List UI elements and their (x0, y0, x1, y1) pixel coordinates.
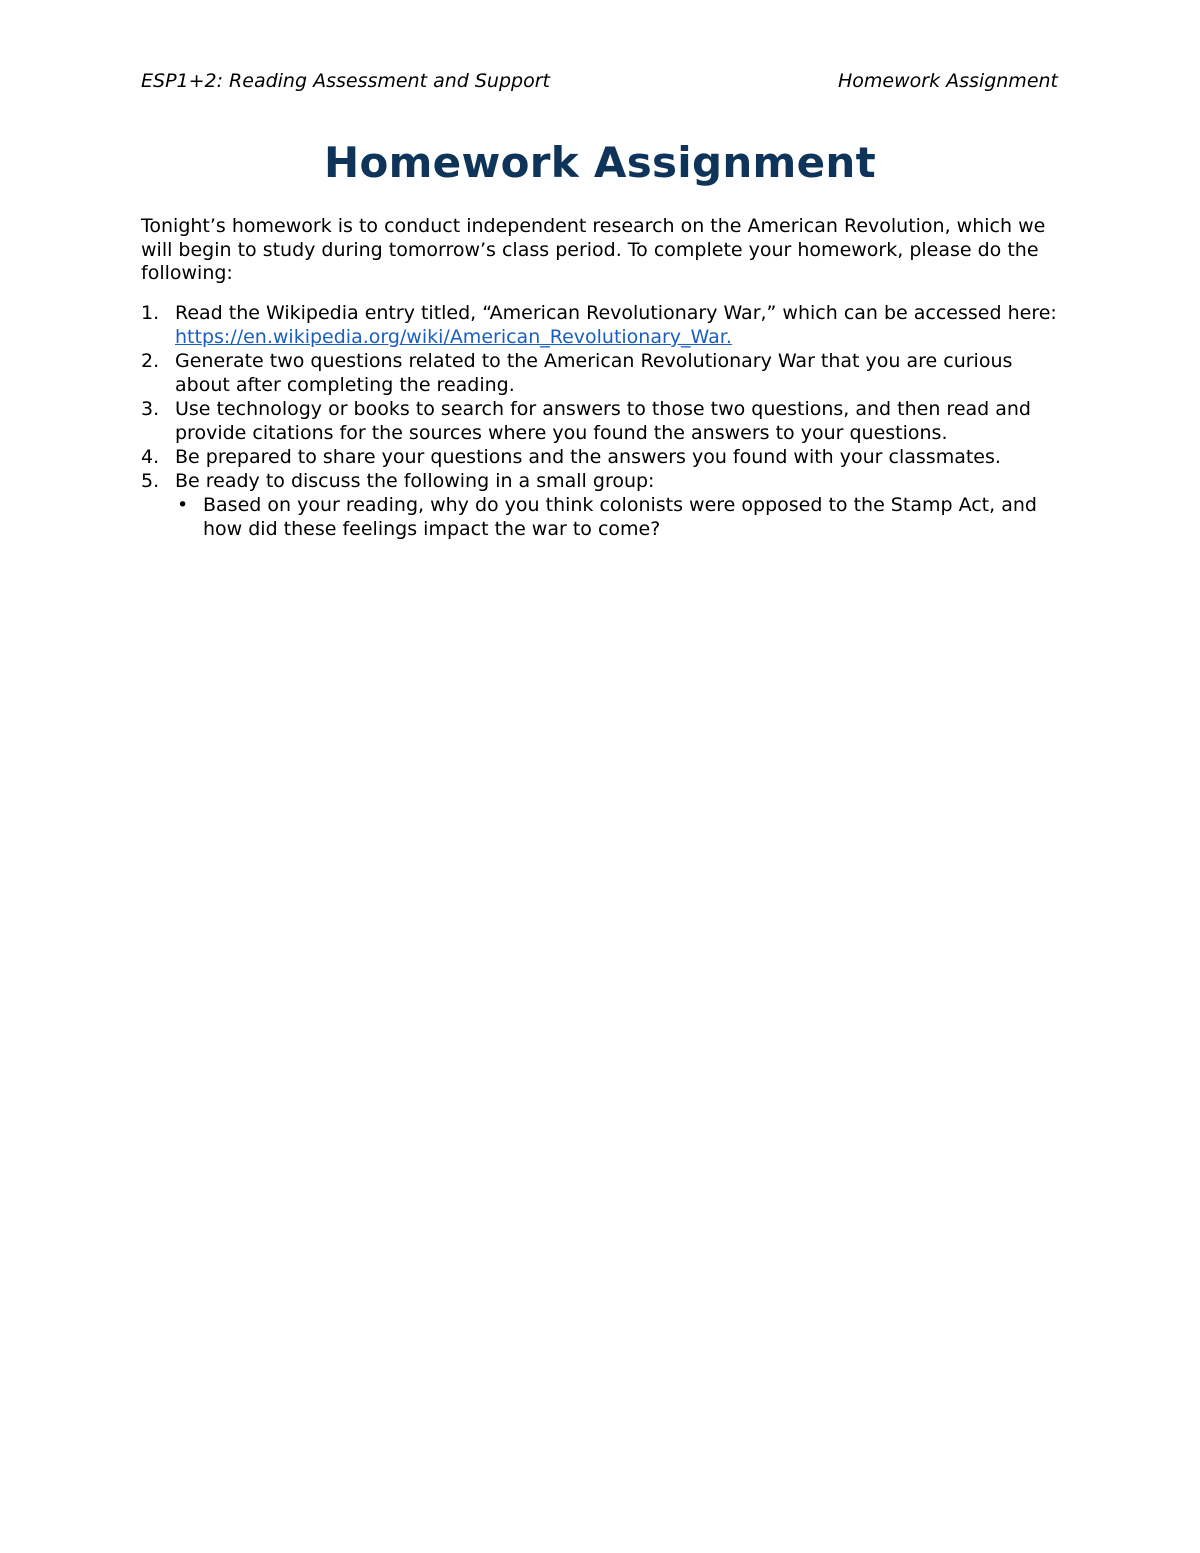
list-item (141, 301, 1061, 349)
list-item (141, 469, 1061, 541)
list-item-number: 5. (141, 470, 160, 492)
list-item-text: Use technology or books to search for answers to those two questions, and then read and provide citations for the sources where you found the answers to your questions. (175, 398, 1031, 444)
sublist-item (175, 493, 1061, 541)
list-item (141, 445, 1061, 469)
intro-paragraph: Tonight’s homework is to conduct independent research on the American Revolution, which we will begin to study during tomorrow’s class period. To complete your homework, please do the following: (141, 215, 1046, 284)
list-item-text: Be ready to discuss the following in a small group: (175, 470, 655, 492)
wikipedia-link[interactable]: https://en.wikipedia.org/wiki/American_Revolutionary_War. (175, 326, 732, 348)
list-item-number: 1. (141, 302, 160, 324)
bullet-icon: • (177, 494, 189, 516)
instructions-list (141, 301, 1061, 541)
list-item-number: 3. (141, 398, 160, 420)
discussion-sublist (175, 493, 1061, 541)
list-item-number: 2. (141, 350, 160, 372)
list-item (141, 397, 1061, 445)
list-item-text: Generate two questions related to the American Revolutionary War that you are curious about after completing the reading. (175, 350, 1013, 396)
page-header (141, 70, 1058, 92)
list-item-text: Read the Wikipedia entry titled, “American Revolutionary War,” which can be accessed here: (175, 302, 1057, 324)
header-document-title: Homework Assignment (838, 70, 1058, 92)
list-item-text: Be prepared to share your questions and the answers you found with your classmates. (175, 446, 1001, 468)
list-item-number: 4. (141, 446, 160, 468)
header-course-title: ESP1+2: Reading Assessment and Support (141, 70, 550, 92)
sublist-item-text: Based on your reading, why do you think colonists were opposed to the Stamp Act, and how did these feelings impact the war to come? (203, 494, 1037, 540)
page-title: Homework Assignment (324, 138, 876, 187)
list-item (141, 349, 1061, 397)
